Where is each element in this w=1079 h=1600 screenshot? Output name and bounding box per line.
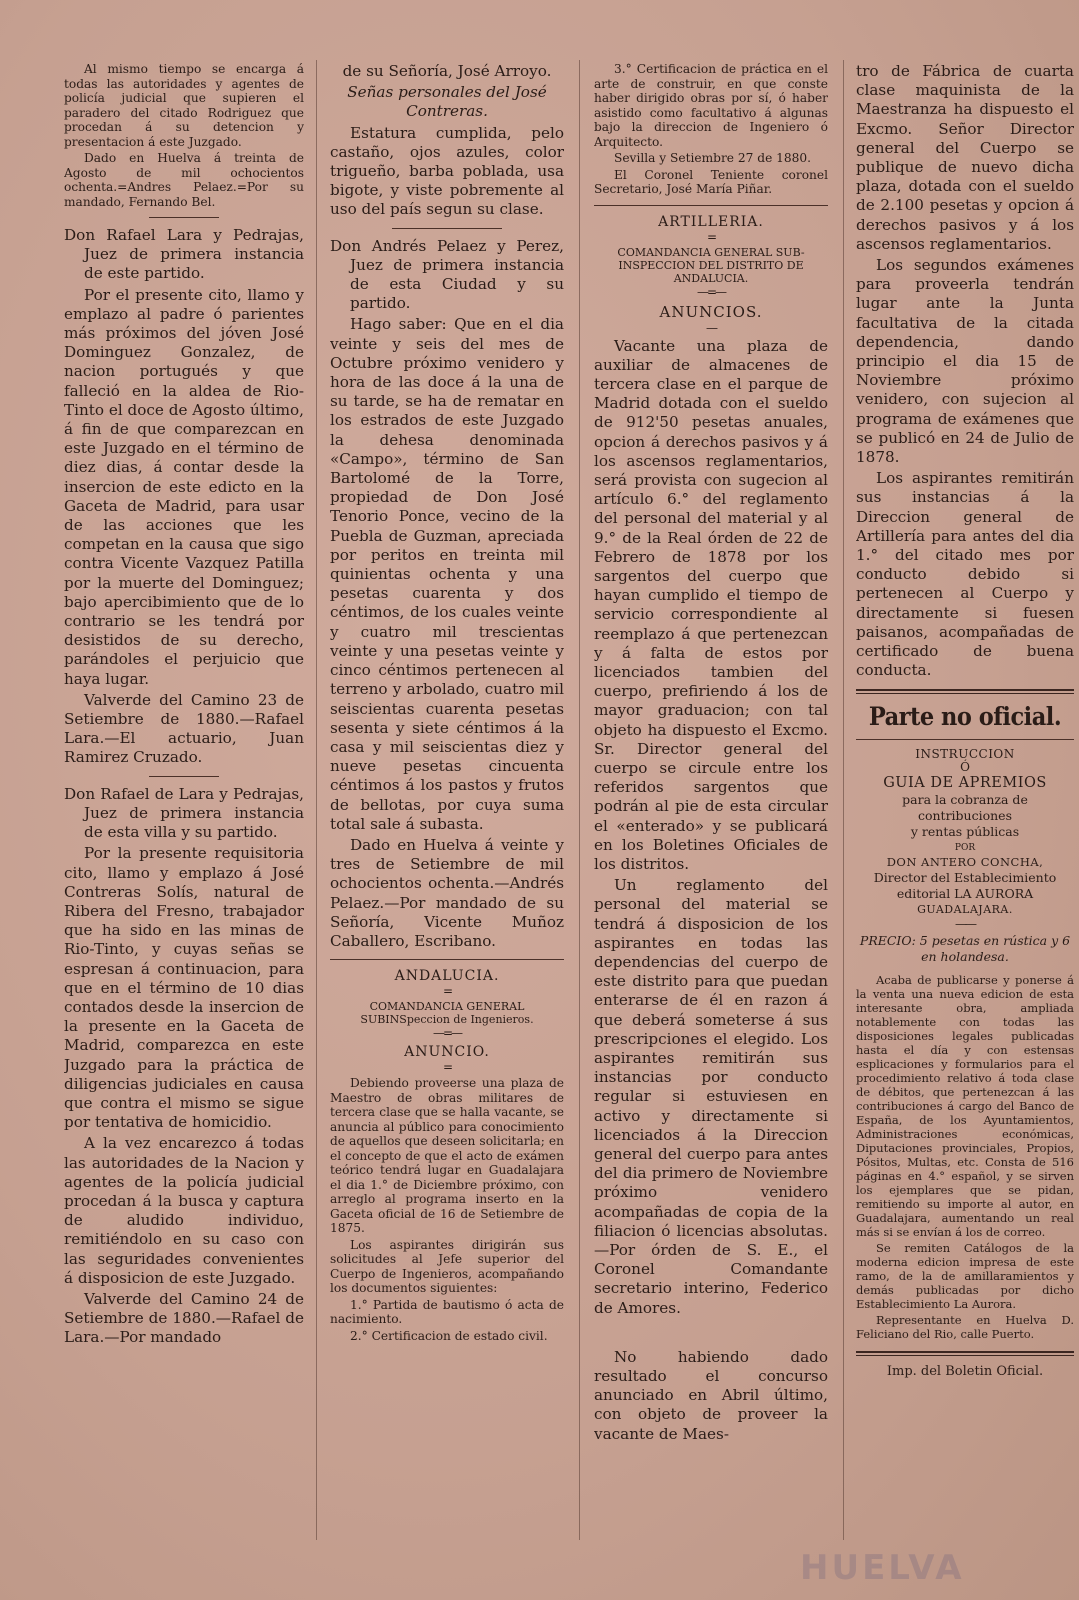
- watermark: HUELVA: [800, 1548, 965, 1588]
- paragraph: Un reglamento del personal del material se tendrá á disposicion de los aspirantes en todas las dependencias del cuerpo de este distrito para que puedan enterarse de él en razon á que deberá someterse á sus prescripciones el elegido. Los aspirantes remitirán sus instancias por conducto regular si estuviesen en activo y directamente si licenciados á la Direccion general del cuerpo para antes del dia primero de Noviembre próximo venidero acompañadas de copia de la filiacion ó licencias absolutas.—Por órden de S. E., el Coronel Comandante secretario interino, Federico de Amores.: [594, 876, 828, 1317]
- signature: El Coronel Teniente coronel Secretario, José María Piñar.: [594, 167, 828, 196]
- column-3: [594, 62, 828, 1446]
- section-title: ANDALUCIA.: [394, 968, 500, 985]
- book-author: DON ANTERO CONCHA,: [886, 854, 1044, 869]
- list-item: 3.° Certificacion de práctica en el arte de construir, en que conste haber dirigido obras por sí, ó haber asistido como facultativo á algunas bajo la direccion de Ingeniero ó Arquitecto.: [594, 62, 828, 149]
- divider: [856, 689, 1074, 694]
- book-title: GUIA DE APREMIOS: [883, 774, 1047, 791]
- paragraph: Por la presente requisitoria cito, llamo y emplazo á José Contreras Solís, natural de Ribera del Fresno, trabajador que ha sido en las minas de Rio-Tinto, y cuyas señas se espresan á continuacion, para que en el término de 10 dias contados desde la insercion de la presente en la Gaceta de Madrid, comparezca en este Juzgado para la práctica de diligencias judiciales en causa que contra el mismo se sigue por tentativa de homicidio.: [64, 844, 304, 1132]
- paragraph: Representante en Huelva D. Feliciano del Rio, calle Puerto.: [856, 1312, 1074, 1341]
- paragraph: tro de Fábrica de cuarta clase maquinista de la Maestranza ha dispuesto el Excmo. Señor Director general del Cuerpo se publique de nuevo dicha plaza, dotada con el sueldo de 2.100 pesetas y opcion á derechos pasivos y á los ascensos reglamentarios.: [856, 62, 1074, 253]
- dash-ornament: —: [706, 320, 716, 335]
- section-subheading: Señas personales del José Contreras.: [347, 83, 547, 121]
- book-title: Ó: [960, 759, 970, 774]
- signature: Valverde del Camino 23 de Setiembre de 1880.—Rafael Lara.—El actuario, Juan Ramirez Cruzado.: [64, 690, 304, 767]
- dash-ornament: —=—: [432, 1026, 462, 1041]
- book-title: INSTRUCCION: [915, 746, 1015, 761]
- book-subtitle: y rentas públicas: [910, 823, 1020, 839]
- divider: [149, 776, 219, 777]
- paragraph: Estatura cumplida, pelo castaño, ojos azules, color trigueño, barba poblada, usa bigote, y viste pobremente al uso del país segun su clase.: [330, 123, 564, 219]
- list-item: 2.° Certificacion de estado civil.: [350, 1328, 548, 1343]
- signature: Valverde del Camino 24 de Setiembre de 1880.—Rafael de Lara.—Por mandado: [64, 1289, 304, 1347]
- book-price: PRECIO: 5 pesetas en rústica y 6 en holandesa.: [859, 932, 1071, 964]
- book-subtitle: para la cobranza de contribuciones: [902, 791, 1028, 823]
- divider: [330, 959, 564, 960]
- spacer: [676, 1326, 746, 1340]
- paragraph: Los aspirantes dirigirán sus solicitudes al Jefe superior del Cuerpo de Ingenieros, acompañando los documentos siguientes:: [330, 1237, 564, 1296]
- signature: Sevilla y Setiembre 27 de 1880.: [614, 151, 812, 165]
- paragraph: Los aspirantes remitirán sus instancias á la Direccion general de Artillería para antes del dia 1.° del citado mes por conducto debido si pertenecen al Cuerpo y directamente si fuesen paisanos, acompañadas de certificado de buena conducta.: [856, 469, 1074, 680]
- paragraph: Acaba de publicarse y ponerse á la venta una nueva edicion de esta interesante obra, ampliada notablemente con todas las disposiciones legales publicadas hasta el día y con estensas esplicaciones y formularios para el procedimiento relativo á toda clase de débitos, que pertenezcan á las contribuciones á cargo del Banco de España, de los Ayuntamientos, Administraciones económicas, Diputaciones provinciales, Propios, Pósitos, Multas, etc. Consta de 516 páginas en 4.° español, y se sirven los ejemplares que se pidan, remitiendo su importe al autor, en Guadalajara, aumentando un real más si se envían á los de correo.: [856, 972, 1074, 1239]
- paragraph: Los segundos exámenes para proveerla tendrán lugar ante la Junta facultativa de la citada dependencia, dando principio el dia 15 de Noviembre próximo venidero, con sujecion al programa de exámenes que se publicó en 24 de Julio de 1878.: [856, 256, 1074, 467]
- column-1: [64, 62, 304, 1350]
- column-divider: [579, 60, 580, 1540]
- paragraph: Hago saber: Que en el dia veinte y seis del mes de Octubre próximo venidero y hora de las doce á la una de su tarde, se ha de rematar en los estrados de este Juzgado la dehesa denominada «Campo», término de San Bartolomé de la Torre, propiedad de Don José Tenorio Ponce, vecino de la Puebla de Guzman, apreciada por peritos en treinta mil quinientas ochenta y una pesetas cuarenta y dos céntimos, de los cuales veinte y cuatro mil trescientas veinte y una pesetas veinte y cinco céntimos pertenecen al terreno y arbolado, cuatro mil seiscientas cuarenta pesetas sesenta y siete céntimos á la casa y mil seiscientas diez y nueve pesetas cincuenta céntimos á los pastos y frutos de bellotas, por cuya suma total sale á subasta.: [330, 315, 564, 833]
- dash-ornament: =: [442, 1060, 452, 1075]
- signature: Dado en Huelva á veinte y tres de Setiembre de mil ochocientos ochenta.—Andrés Pelaez.—Por mandado de su Señoría, Vicente Muñoz Caballero, Escribano.: [330, 835, 564, 950]
- signature: de su Señoría, José Arroyo.: [342, 62, 552, 80]
- edict-heading: Don Rafael Lara y Pedrajas, Juez de primera instancia de este partido.: [64, 226, 304, 283]
- edict-heading: Don Rafael de Lara y Pedrajas, Juez de primera instancia de esta villa y su partido.: [64, 784, 304, 842]
- divider: [149, 217, 219, 218]
- section-title: ARTILLERIA.: [658, 213, 764, 230]
- section-subtitle: COMANDANCIA GENERAL SUBINSpeccion de Ingenieros.: [360, 1000, 534, 1027]
- list-item: 1.° Partida de bautismo ó acta de nacimiento.: [330, 1297, 564, 1327]
- book-author-role: Director del Establecimiento editorial LA AURORA: [873, 869, 1057, 901]
- paragraph: Por el presente cito, llamo y emplazo al padre ó parientes más próximos del jóven José Dominguez Gonzalez, de nacion portugués y que falleció en la aldea de Rio-Tinto el doce de Agosto último, á fin de que comparezcan en este Juzgado en el término de diez dias, á contar desde la insercion de este edicto en la Gaceta de Madrid, para usar de las acciones que les competan en la causa que sigo contra Vicente Vazquez Patilla por la muerte del Dominguez; bajo apercibimiento que de lo contrario se les tendrá por desistidos de su derecho, parándoles el perjuicio que haya lugar.: [64, 285, 304, 688]
- dash-ornament: =: [442, 984, 452, 999]
- paragraph: Se remiten Catálogos de la moderna edicion impresa de este ramo, de la de amillaramientos y demás publicadas por dicho Establecimiento La Aurora.: [856, 1240, 1074, 1311]
- book-by: POR: [954, 842, 976, 853]
- announcement-title: ANUNCIOS.: [659, 302, 763, 321]
- dash-ornament: =: [706, 229, 716, 244]
- imprint: Imp. del Boletin Oficial.: [886, 1363, 1044, 1379]
- column-2: [330, 62, 564, 1345]
- column-divider: [843, 60, 844, 1540]
- paragraph: Dado en Huelva á treinta de Agosto de mil ochocientos ochenta.=Andres Pelaez.=Por su mandado, Fernando Bel.: [64, 151, 304, 209]
- column-divider: [316, 60, 317, 1540]
- paragraph: A la vez encarezco á todas las autoridades de la Nacion y agentes de la policía judicial procedan á la busca y captura de aludido individuo, remitiéndolo en su caso con las seguridades convenientes á disposicion de este Juzgado.: [64, 1134, 304, 1287]
- announcement-title: ANUNCIO.: [404, 1044, 490, 1061]
- divider: [392, 228, 502, 229]
- section-subtitle: COMANDANCIA GENERAL SUB-INSPECCION DEL DISTRITO DE ANDALUCIA.: [617, 245, 805, 285]
- paragraph: Vacante una plaza de auxiliar de almacenes de tercera clase en el parque de Madrid dotada con el sueldo de 912'50 pesetas anuales, opcion á derechos pasivos y á los ascensos reglamentarios, será provista con sugecion al artículo 6.° del reglamento del personal del material y al 9.° de la Real órden de 22 de Febrero de 1878 por los sargentos del cuerpo que hayan cumplido el tiempo de servicio correspondiente al reemplazo á que pertenezcan y á falta de estos por licenciados tambien del cuerpo, prefiriendo á los de mayor graduacion; con tal objeto ha dispuesto el Excmo. Sr. Director general del cuerpo se circule entre los referidos sargentos que podrán al pie de esta circular el «enterado» y se publicará en los Boletines Oficiales de los distritos.: [594, 336, 828, 873]
- dash-ornament: ——: [955, 916, 975, 931]
- column-4: [856, 62, 1074, 1381]
- paragraph: No habiendo dado resultado el concurso anunciado en Abril último, con objeto de proveer la vacante de Maes-: [594, 1347, 828, 1443]
- divider: [594, 205, 828, 206]
- divider: [856, 739, 1074, 740]
- edict-heading: Don Andrés Pelaez y Perez, Juez de primera instancia de esta Ciudad y su partido.: [330, 236, 564, 313]
- paragraph: Al mismo tiempo se encarga á todas las autoridades y agentes de policía judicial que supieren el paradero del citado Rodriguez que procedan á su detencion y presentacion á este Juzgado.: [64, 62, 304, 149]
- book-city: GUADALAJARA.: [917, 902, 1013, 916]
- section-title: Parte no oficial.: [868, 701, 1062, 731]
- divider: [856, 1351, 1074, 1356]
- dash-ornament: —=—: [696, 284, 726, 299]
- paragraph: Debiendo proveerse una plaza de Maestro de obras militares de tercera clase que se halla vacante, se anuncia al público para conocimiento de aquellos que deseen solicitarla; en el concepto de que el acto de exámen teórico tendrá lugar en Guadalajara el dia 1.° de Diciembre próximo, con arreglo al programa inserto en la Gaceta oficial de 16 de Setiembre de 1875.: [330, 1076, 564, 1236]
